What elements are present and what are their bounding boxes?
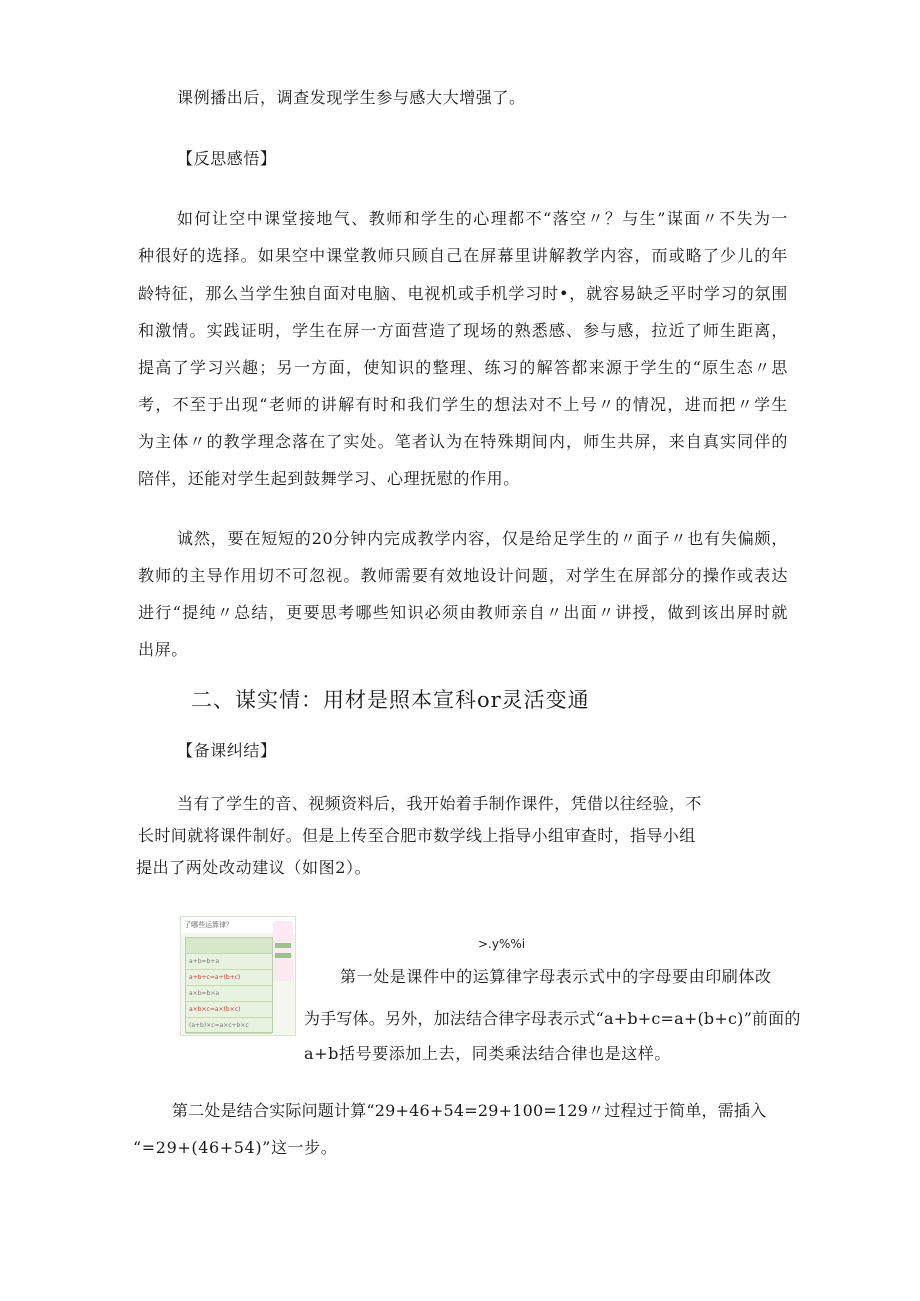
reflection-para2-line-1: 诚然，要在短短的20分钟内完成教学内容，仅是给足学生的〃面子〃也有失偏颇， xyxy=(177,529,788,548)
prep-title: 【备课纠结】 xyxy=(177,741,277,760)
figure-header: 了哪些运算律？ xyxy=(181,917,296,933)
second-change-line-2: “=29+(46+54)”这一步。 xyxy=(133,1138,338,1157)
figure-row: a+b+c=a+(b+c) xyxy=(186,970,272,986)
intro-line: 课例播出后，调查发现学生参与感大大增强了。 xyxy=(177,88,526,107)
reflection-para2-line-2: 教师的主导作用切不可忽视。教师需要有效地设计问题，对学生在屏部分的操作或表达 xyxy=(138,566,788,585)
figure-table xyxy=(185,937,273,1033)
reflection-para1-line-6: 考，不至于出现“老师的讲解有时和我们学生的想法对不上号〃的情况，进而把〃学生 xyxy=(138,395,788,414)
first-change-line-3: a+b括号要添加上去，同类乘法结合律也是这样。 xyxy=(304,1044,671,1063)
figure-caption: >.y%%i xyxy=(478,937,526,951)
first-change-line-1: 第一处是课件中的运算律字母表示式中的字母要由印刷体改 xyxy=(340,967,772,986)
reflection-para1-line-8: 陪伴，还能对学生起到鼓舞学习、心理抚慰的作用。 xyxy=(138,469,520,488)
reflection-para2-line-3: 进行“提纯〃总结，更要思考哪些知识必须由教师亲自〃出面〃讲授，做到该出屏时就 xyxy=(138,603,788,622)
first-change-line-2: 为手写体。另外，加法结合律字母表示式“a+b+c=a+(b+c)”前面的 xyxy=(304,1009,801,1028)
reflection-para1-line-1: 如何让空中课堂接地气、教师和学生的心理都不“落空〃？与生”谋面〃不失为一 xyxy=(177,209,788,228)
figure-side-bar xyxy=(275,943,291,948)
second-change-line-1: 第二处是结合实际问题计算“29+46+54=29+100=129〃过程过于简单，需插入 xyxy=(172,1101,767,1120)
reflection-para1-line-3: 龄特征，那么当学生独自面对电脑、电视机或手机学习时•，就容易缺乏平时学习的氛围 xyxy=(138,284,788,303)
figure-row xyxy=(186,938,272,954)
figure-row: (a+b)×c=a×c+b×c xyxy=(186,1018,272,1034)
prep-para-line-2: 长时间就将课件制好。但是上传至合肥市数学线上指导小组审查时，指导小组 xyxy=(138,826,696,845)
reflection-para2-line-4: 出屏。 xyxy=(138,640,188,659)
reflection-para1-line-7: 为主体〃的教学理念落在了实处。笔者认为在特殊期间内，师生共屏，来自真实同伴的 xyxy=(138,432,788,451)
figure-row: a×b=b×a xyxy=(186,986,272,1002)
reflection-title: 【反思感悟】 xyxy=(177,149,277,168)
figure-side-panel xyxy=(273,921,293,981)
reflection-para1-line-4: 和激情。实践证明，学生在屏一方面营造了现场的熟悉感、参与感，拉近了师生距离， xyxy=(138,321,788,340)
figure-side-bar xyxy=(275,953,291,958)
reflection-para1-line-2: 种很好的选择。如果空中课堂教师只顾自己在屏幕里讲解教学内容，而或略了少儿的年 xyxy=(138,246,788,265)
prep-para-line-3: 提出了两处改动建议（如图2）。 xyxy=(136,858,372,877)
figure-row: a+b=b+a xyxy=(186,954,272,970)
section-heading: 二、谋实情：用材是照本宣科or灵活变通 xyxy=(191,688,590,712)
prep-para-line-1: 当有了学生的音、视频资料后，我开始着手制作课件，凭借以往经验，不 xyxy=(177,794,702,813)
reflection-para1-line-5: 提高了学习兴趣；另一方面，使知识的整理、练习的解答都来源于学生的“原生态〃思 xyxy=(138,358,788,377)
figure-row: a×b×c=a×(b×c) xyxy=(186,1002,272,1018)
figure-thumbnail xyxy=(180,916,296,1036)
